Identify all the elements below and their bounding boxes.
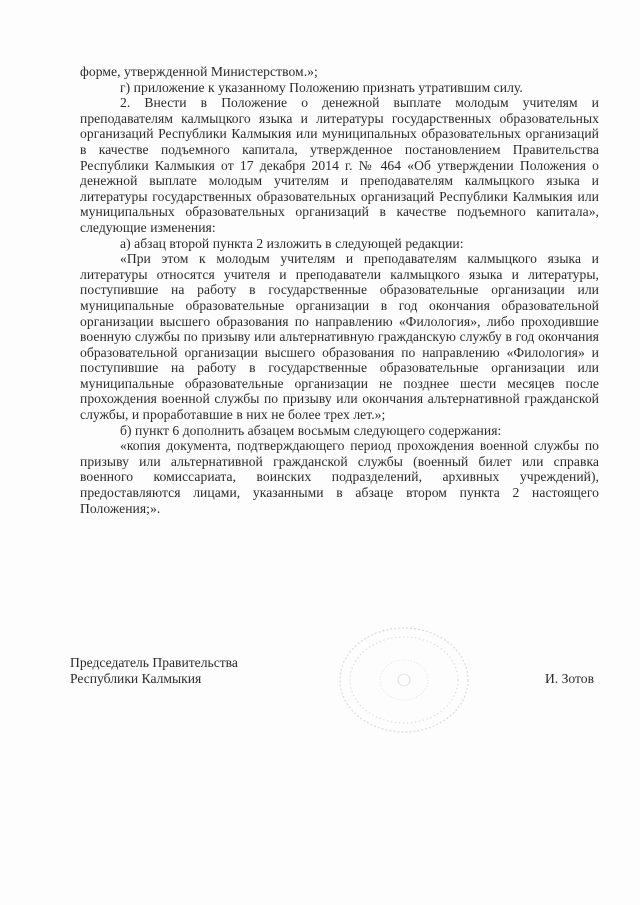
paragraph-continuation: форме, утвержденной Министерством.»;	[80, 64, 318, 79]
signatory-name: И. Зотов	[544, 671, 594, 686]
paragraph-item-b: б) пункт 6 дополнить абзацем восьмым следующего содержания:	[120, 422, 502, 438]
signatory-position-line-2: Республики Калмыкия	[70, 671, 202, 686]
signature-block	[70, 655, 600, 687]
signatory-position-line-1: Председатель Правительства	[70, 655, 238, 670]
paragraph-quote-a: «При этом к молодым учителям и преподавателям калмыцкого языка и литературы относятся учителя и преподаватели калмыцкого языка и литературы, поступившие на работу в государственные образовательные организации или муниципальные образовательные организации в год окончания образовательной организации высшего образования по направлению «Филология», либо проходившие военную службы по призыву или альтернативную гражданскую службу в год окончания образовательной организации высшего образования по направлению «Филология» и поступившие на работу в государственные образовательные организации или муниципальные образовательные организации не позднее шести месяцев после прохождения военной службы по призыву или окончания альтернативной гражданской службы, и проработавшие в них не более трех лет.»;	[80, 251, 599, 423]
paragraph-item-g: г) приложение к указанному Положению признать утратившим силу.	[120, 79, 523, 95]
paragraph-point-2: 2. Внести в Положение о денежной выплате молодым учителям и преподавателям калмыцкого языка и литературы государственных образовательных организаций Республики Калмыкия или муниципальных образовательных организаций в качестве подъемного капитала, утвержденное постановлением Правительства Республики Калмыкия от 17 декабря 2014 г. № 464 «Об утверждении Положения о денежной выплате молодым учителям и преподавателям калмыцкого языка и литературы государственных образовательных организаций Республики Калмыкия или муниципальных образовательных организаций в качестве подъемного капитала», следующие изменения:	[80, 95, 599, 235]
paragraph-quote-b: «копия документа, подтверждающего период прохождения военной службы по призыву или альтернативной гражданской службы (военный билет или справка военного комиссариата, воинских подразделений, архивных учреждений), предоставляются лицами, указанными в абзаце втором пункта 2 настоящего Положения;».	[80, 438, 599, 516]
document-body	[80, 64, 599, 516]
paragraph-item-a: а) абзац второй пункта 2 изложить в следующей редакции:	[120, 235, 464, 251]
